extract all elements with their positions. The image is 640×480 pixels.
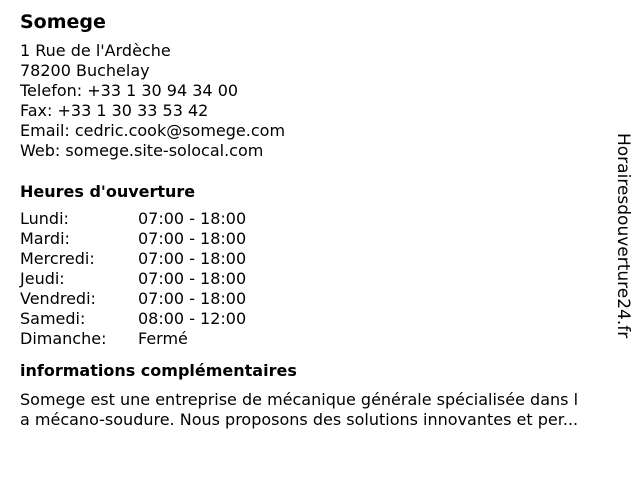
business-card: [20, 10, 610, 430]
web-label: Web:: [20, 141, 61, 160]
email-row: [20, 121, 610, 141]
hours-time: 08:00 - 12:00: [138, 309, 247, 328]
hours-day: Vendredi:: [20, 289, 96, 308]
info-description: [20, 390, 628, 430]
hours-row-monday: [20, 209, 246, 229]
phone-value[interactable]: +33 1 30 94 34 00: [87, 81, 239, 100]
business-name: Somege: [20, 11, 106, 33]
info-description-line-2: a mécano-soudure. Nous proposons des solutions innovantes et per...: [20, 410, 579, 429]
hours-row-saturday: [20, 309, 246, 329]
phone-label: Telefon:: [20, 81, 83, 100]
fax-label: Fax:: [20, 101, 53, 120]
hours-time: 07:00 - 18:00: [138, 229, 247, 248]
email-label: Email:: [20, 121, 70, 140]
info-description-line-1: Somege est une entreprise de mécanique générale spécialisée dans l: [20, 390, 579, 409]
hours-table: [20, 209, 246, 349]
hours-day: Mardi:: [20, 229, 70, 248]
hours-row-tuesday: [20, 229, 246, 249]
hours-day: Dimanche:: [20, 329, 107, 348]
email-value[interactable]: cedric.cook@somege.com: [74, 121, 286, 140]
hours-row-sunday: [20, 329, 246, 349]
address-line-2: 78200 Buchelay: [20, 61, 150, 80]
fax-value: +33 1 30 33 53 42: [57, 101, 209, 120]
web-row: [20, 141, 610, 161]
web-value[interactable]: somege.site-solocal.com: [65, 141, 264, 160]
hours-time: 07:00 - 18:00: [138, 249, 247, 268]
phone-row: [20, 81, 610, 101]
hours-row-friday: [20, 289, 246, 309]
address-line-1: 1 Rue de l'Ardèche: [20, 41, 171, 60]
hours-time: Fermé: [138, 329, 188, 348]
info-heading: informations complémentaires: [20, 361, 297, 380]
hours-row-wednesday: [20, 249, 246, 269]
site-watermark: Horairesdouverture24.fr: [613, 133, 633, 339]
hours-day: Mercredi:: [20, 249, 95, 268]
hours-day: Samedi:: [20, 309, 86, 328]
hours-heading: Heures d'ouverture: [20, 182, 196, 201]
hours-time: 07:00 - 18:00: [138, 289, 247, 308]
fax-row: [20, 101, 610, 121]
hours-time: 07:00 - 18:00: [138, 269, 247, 288]
hours-time: 07:00 - 18:00: [138, 209, 247, 228]
hours-day: Jeudi:: [20, 269, 65, 288]
hours-day: Lundi:: [20, 209, 69, 228]
hours-row-thursday: [20, 269, 246, 289]
